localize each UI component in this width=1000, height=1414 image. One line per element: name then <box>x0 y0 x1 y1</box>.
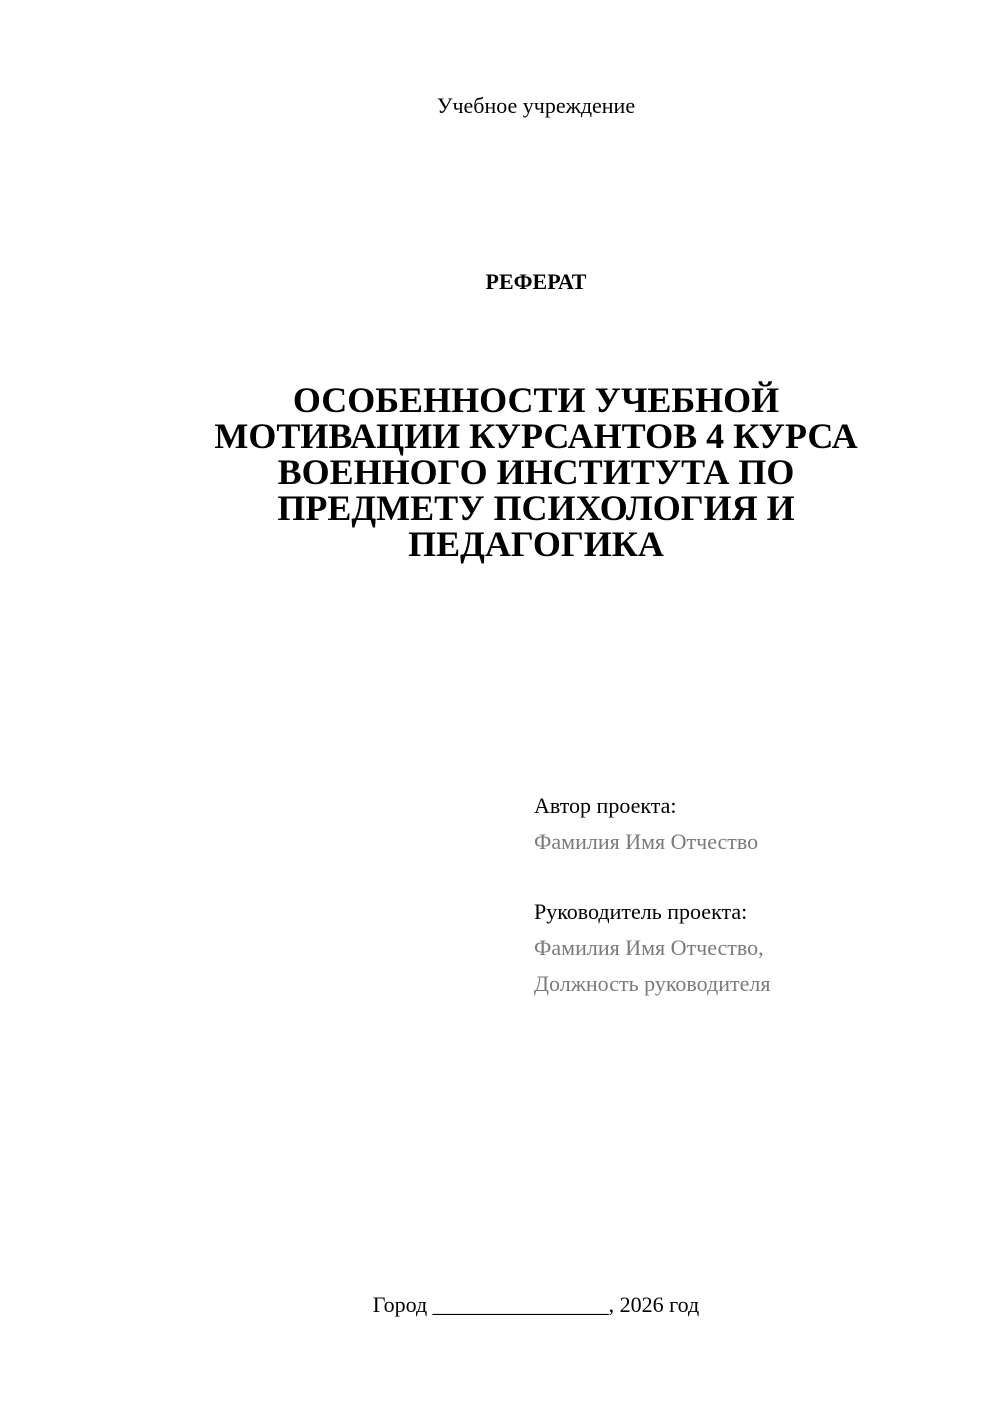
author-name: Фамилия Имя Отчество <box>534 829 759 854</box>
document-type: РЕФЕРАТ <box>485 269 587 294</box>
institution-name: Учебное учреждение <box>436 93 636 118</box>
author-label: Автор проекта: <box>534 793 677 818</box>
supervisor-label: Руководитель проекта: <box>534 899 748 924</box>
spacer <box>534 860 974 894</box>
city-year: Город ________________, 2026 год <box>372 1292 700 1317</box>
project-credits <box>534 788 974 1002</box>
document-title <box>170 382 902 562</box>
title-line: ВОЕННОГО ИНСТИТУТА ПО <box>277 452 795 492</box>
supervisor-name: Фамилия Имя Отчество, <box>534 935 764 960</box>
supervisor-position: Должность руководителя <box>534 971 771 996</box>
title-line: ОСОБЕННОСТИ УЧЕБНОЙ <box>292 380 780 420</box>
title-line: МОТИВАЦИИ КУРСАНТОВ 4 КУРСА <box>214 416 858 456</box>
title-line: ПЕДАГОГИКА <box>408 524 664 564</box>
title-line: ПРЕДМЕТУ ПСИХОЛОГИЯ И <box>277 488 795 528</box>
